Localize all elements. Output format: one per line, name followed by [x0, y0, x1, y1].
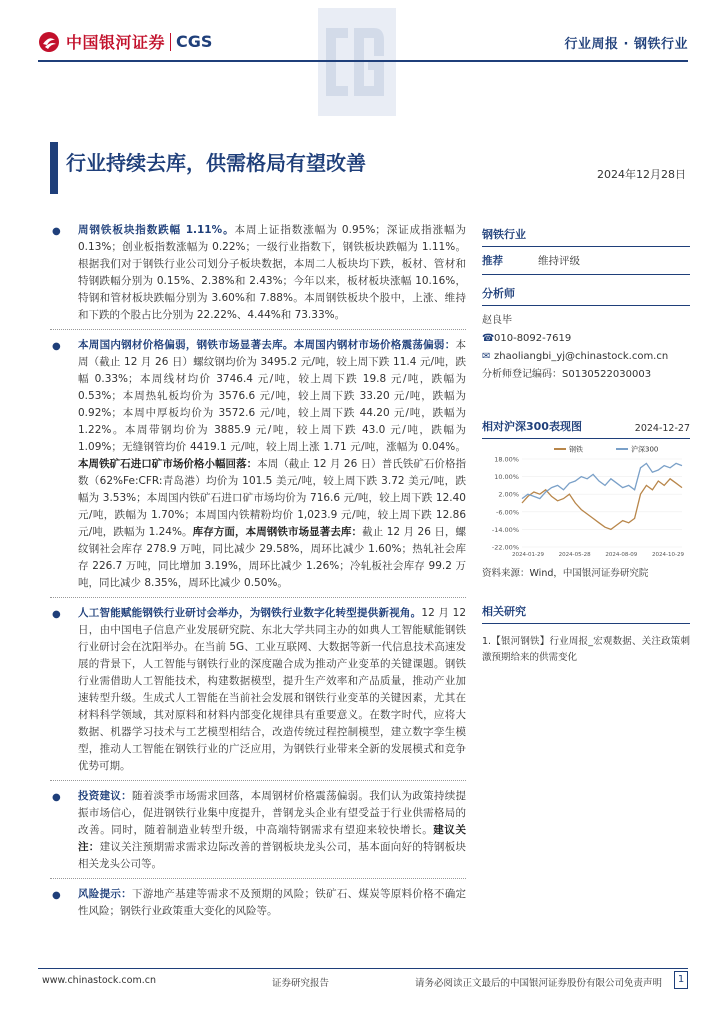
- email-address[interactable]: zhaoliangbi_yj@chinastock.com.cn: [494, 351, 669, 362]
- rating-row: [482, 247, 690, 275]
- bullet-head: 本周国内钢材价格偏弱，钢铁市场显著去库。本周国内钢材市场价格震荡偏弱：: [78, 339, 456, 351]
- bullet-subhead: 库存方面，本周钢铁市场显著去库：: [192, 526, 363, 538]
- phone-icon: ☎: [482, 333, 495, 344]
- brand-mark-icon: [38, 31, 60, 53]
- bullet-divider: [50, 597, 466, 598]
- analyst-license: 分析师登记编码：S0130522030003: [482, 369, 652, 380]
- page-number: 1: [674, 971, 688, 989]
- chart-x-tick-label: 2024-08-09: [605, 552, 638, 558]
- analyst-email: [482, 348, 690, 366]
- analyst-name: 赵良毕: [482, 315, 512, 326]
- bullet-text: 12 月 12 日，由中国电子信息产业发展研究院、东北大学共同主办的如典人工智能赋能钢铁行业研讨会在沈阳举办。在当前 5G、工业互联网、大数据等新一代信息技术高速发展的背景下，人工智能与钢铁行业的深度融合成为推动产业变革的关键课题。钢铁行业需借助人工智能技术，构建数据模型，提升生产效率和产品质量，推动产业加速转型升级。生成式人工智能在当前社会发展和钢铁行业变革的关键因素，尤其在材料科学领域，其对原料和材料内部变化规律具有重要意义。在数字时代，应将大数据、机器学习技术与工艺模型相结合，改造传统过程控制模型，建立数字孪生模型，推动人工智能在钢铁行业的广泛应用，为钢铁行业带来全新的发展模式和竞争优势可期。: [78, 607, 466, 772]
- rating-label: 推荐: [482, 255, 503, 267]
- bullet-divider: [50, 329, 466, 330]
- phone-number: 010-8092-7619: [494, 333, 572, 344]
- bullet-text: 本周（截止 12 月 26 日）螺纹钢均价为 3495.2 元/吨，较上周下跌 11.4 元/吨，跌幅 0.33%；本周线材均价 3746.4 元/吨，较上周下跌 19.8 元/吨，跌幅为 0.53%；本周热轧板均价为 3576.6 元/吨，较上周下跌 33.20 元/吨，跌幅为 0.92%；本周中厚板均价为 3572.6 元/吨，较上周下跌 44.20 元/吨，跌幅为 1.22%。本周带钢均价为 3885.9 元/吨，较上周下跌 43.0 元/吨，跌幅为 1.09%；无缝钢管均价 4419.1 元/吨，较上周上涨 1.71 元/吨，涨幅为 0.04%。: [78, 339, 466, 453]
- brand-divider: [170, 33, 171, 51]
- main-content: [50, 222, 466, 920]
- relative-performance-chart: [482, 443, 690, 563]
- chart-y-tick-label: 18.00%: [494, 455, 519, 464]
- footer-disclaimer: 请务必阅读正文最后的中国银河证券股份有限公司免责声明: [414, 978, 662, 989]
- rating-value: 维持评级: [538, 255, 580, 267]
- summary-bullet: [50, 337, 466, 592]
- industry-heading: 钢铁行业: [482, 222, 690, 247]
- summary-bullet: [50, 222, 466, 324]
- bullet-subhead: 建议关注：: [78, 824, 467, 853]
- chart-source: 资料来源：Wind，中国银河证券研究院: [482, 568, 649, 579]
- header-rule: [38, 60, 688, 62]
- bullet-head: 人工智能赋能钢铁行业研讨会举办，为钢铁行业数字化转型提供新视角。: [78, 607, 422, 619]
- related-research-item[interactable]: 1.【银河钢铁】行业周报_宏观数据、关注政策刺激预期给来的供需变化: [482, 636, 690, 663]
- summary-bullet: [50, 788, 466, 873]
- title-accent-bar: [50, 142, 58, 194]
- page-footer: [38, 968, 688, 990]
- brand-logo: [38, 30, 212, 53]
- bullet-subhead: 本周铁矿石进口矿市场价格小幅回落：: [78, 458, 258, 470]
- bullet-head: 投资建议：: [78, 790, 132, 802]
- mail-icon: ✉: [482, 351, 491, 362]
- bullet-head: 风险提示：: [78, 888, 132, 900]
- summary-bullet: [50, 886, 466, 920]
- bullet-dot-icon: ●: [52, 226, 61, 237]
- bullet-dot-icon: ●: [52, 890, 61, 901]
- bullet-divider: [50, 780, 466, 781]
- bullet-dot-icon: ●: [52, 341, 61, 352]
- bullet-text: 本周上证指数涨幅为 0.95%；深证成指涨幅为 0.13%；创业板指数涨幅为 0.22%；一级行业指数下，钢铁板块跌幅为 1.11%。根据我们对于钢铁行业公司划分子板块数据，本周二人板块均下跌，板材、管材和特钢跌幅分别为 0.15%、2.38%和 2.43%；今年以来，板材板块涨幅 10.16%，特钢和管材板块跌幅分别为 3.60%和 7.88%。本周钢铁板块个股中，上涨、维持和下跌的个股占比分别为 22.22%、4.44%和 73.33%。: [78, 224, 466, 321]
- chart-x-tick-label: 2024-05-28: [558, 552, 591, 558]
- page-header: [0, 0, 724, 80]
- chart-y-tick-label: -6.00%: [496, 508, 519, 517]
- bullet-text: 建议关注预期需求需求边际改善的普钢板块龙头公司，基本面向好的特钢板块相关龙头公司等。: [78, 841, 467, 870]
- chart-header: [482, 418, 690, 439]
- brand-name-en: CGS: [176, 32, 213, 51]
- chart-x-tick-label: 2024-10-29: [652, 552, 684, 558]
- chart-svg: [482, 443, 690, 563]
- report-date: 2024年12月28日: [597, 168, 686, 181]
- bullet-text: 本周（截止 12 月 26 日）普氏铁矿石价格指数（62%Fe:CFR:青岛港）均价为 101.5 美元/吨，较上周下跌 3.72 美元/吨，跌幅为 3.53%；本周国内铁矿石进口矿市场均价为 716.6 元/吨，较上周下跌 12.40 元/吨，跌幅为 1.70%；本周国内铁精粉均价 1,023.9 元/吨，较上周下跌 12.86 元/吨，跌幅为 1.24%。: [78, 458, 466, 538]
- chart-legend-label: 沪深300: [631, 445, 659, 454]
- chart-y-tick-label: 2.00%: [498, 490, 519, 499]
- sidebar: [482, 222, 690, 666]
- analyst-heading: 分析师: [482, 281, 690, 306]
- chart-series-line: [522, 479, 682, 530]
- bullet-dot-icon: ●: [52, 792, 61, 803]
- bullet-head: 周钢铁板块指数跌幅 1.11%。: [78, 224, 235, 236]
- chart-title: 相对沪深300表现图: [482, 420, 582, 433]
- chart-x-tick-label: 2024-01-29: [512, 552, 544, 558]
- analyst-phone: [482, 330, 690, 348]
- report-title: 行业持续去库，供需格局有望改善: [66, 151, 366, 175]
- chart-date: 2024-12-27: [634, 423, 690, 434]
- chart-legend-label: 钢铁: [569, 445, 583, 454]
- bullet-text: 随着淡季市场需求回落，本周钢材价格震荡偏弱。我们认为政策持续提振市场信心，促进钢铁行业集中度提升，普钢龙头企业有望受益于行业供需格局的改善。同时，随着制造业转型升级，中高端特钢需求有望迎来较快增长。: [78, 790, 467, 836]
- brand-name: 中国银河证券: [66, 33, 166, 52]
- bullet-text: 截止 12 月 26 日，螺纹钢社会库存 278.9 万吨，同比减少 29.58%，周环比减少 1.60%；热轧社会库存 226.7 万吨，同比增加 3.19%，周环比减少 1.26%；冷轧板社会库存 99.2 万吨，同比减少 8.35%，周环比减少 0.50%。: [78, 526, 467, 589]
- summary-bullet: [50, 605, 466, 775]
- chart-y-tick-label: 10.00%: [494, 473, 519, 482]
- report-type-tag: 行业周报 · 钢铁行业: [564, 37, 688, 52]
- related-research-heading: 相关研究: [482, 603, 690, 624]
- chart-y-tick-label: -14.00%: [491, 525, 519, 534]
- footer-url[interactable]: www.chinastock.com.cn: [42, 975, 156, 986]
- bullet-dot-icon: ●: [52, 609, 61, 620]
- footer-doc-type: 证券研究报告: [272, 978, 330, 989]
- cgs-watermark-icon: [318, 8, 396, 116]
- bullet-divider: [50, 878, 466, 879]
- bullet-text: 下游地产基建等需求不及预期的风险；铁矿石、煤炭等原料价格不确定性风险；钢铁行业政策重大变化的风险等。: [78, 888, 467, 917]
- chart-y-tick-label: -22.00%: [491, 543, 519, 552]
